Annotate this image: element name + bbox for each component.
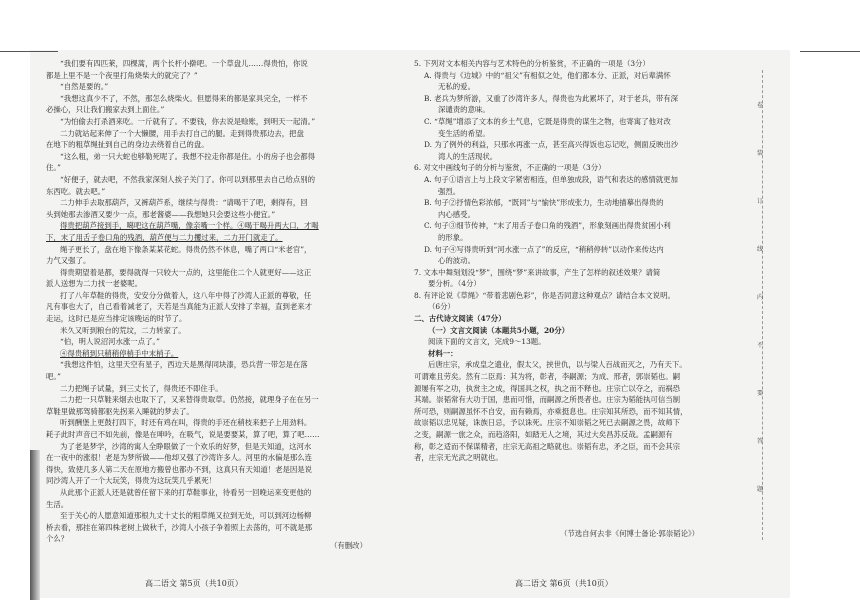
story-text-line: 从此那个正派人还是就曾任留下来的打草鞋事业，待看另一回晚运来变更他的 [60,487,312,497]
right-source-note: （节选自何去非《何博士备论·郭崇韬论》） [560,529,700,538]
story-text-line: 生活。 [46,499,69,509]
question-text-line: 其端。崇韬常有大功于国，患而可惜，而嗣源之所畏者也。庄宗为韬能执可信当制 [414,395,681,405]
top-edge-line-left [0,51,58,52]
question-text-line: 8. 有评论说《草绳》“带着悲剧色彩”，你是否同意这种观点？请结合本文说明。 [414,290,675,300]
story-text-line: 草鞋里做那驾骑都驱先拐来入睡就的梦去了。 [46,406,194,416]
binding-margin-char: 不 [757,342,764,349]
question-text-line: C. “草绳”增添了文本的乡土气息，它既是得贵的谋生之物，也寄寓了他对改 [424,116,671,126]
right-column-questions [414,58,758,464]
story-text-line: 为了老是梦学，沙湾的寓人全睁眼做了一个欢乐的好梦，但是天知道，这河水 [60,441,312,451]
question-text-line: （一）文言文阅读（本题共5小题，20分） [428,325,570,335]
story-text-line: 凡有事也大了，自己看着减老了，天若是当真能为正派人安排了幸福，直到老来才 [46,302,313,312]
story-text-line: 米久又听到粮台的荒坟，二力转家了。 [60,325,186,335]
story-text-line: “这么粗，弟一只大蛇也够勒死呢了。我想不拉走你都是住。小的房子也会都得 [60,151,316,161]
question-text-line: 可谓难且劳矣。然有二臣焉：其为将，彰者，李嗣源；为成、邢者，郭崇韬也。嗣 [414,372,681,382]
story-text-line: 住。” [46,163,61,173]
question-text-line: 者，庄宗无光武之明就也。 [414,453,503,463]
story-text-line: 同沙湾人开了一个大玩笑，得贵为这玩笑几乎累死！ [46,476,216,486]
question-text-line: 5. 下列对文本相关内容与艺术特色的分析鉴赏，不正确的一项是（3分） [414,59,650,68]
question-text-line: 内心感受。 [438,209,475,219]
story-text-line: 二力伸手去取那葫芦，又裤葫芦系，继续与得贵：“请喝干了吧，剩得有，回 [60,198,308,208]
question-text-line: D. 句子④写得贵听到“河水涨一点了”的反应，“稍稍停转”以动作来传达内 [424,244,664,254]
story-text-line: 得快，致使几多人第二天在原地方搬曾也都办不到，这真只有天知道！老是因是说 [46,464,313,474]
left-source-note: （有删改） [330,541,367,550]
story-text-line: 都是上里不是一个夜里打角烧柴大的就完了？” [46,70,198,80]
binding-margin-char: 订 [757,198,764,205]
story-text-line: 个么？ [46,534,69,544]
question-text-line: 心的波动。 [438,256,475,266]
binding-margin-char: 内 [757,294,764,301]
question-text-line: 称，彰之适而不保谋精者，庄宗无高祖之略就也。崇韬有忠，矛之臣，而不会其宗 [414,441,681,451]
question-text-line: A. 得贵与《边城》中的“祖父”有相似之处，他们都本分、正派，对后辈满怀 [424,70,671,80]
story-text-line: “好便子，就去吧，不然我家深刻人挨子关门了。你可以到那里去自己给点别的 [60,174,316,184]
binding-margin-char: 题 [757,486,764,493]
story-text-line: 绳子更长了，盘在地下像条某某花蛇。得贵仍然不休息，嘴了两口“米老官”， [60,244,312,254]
story-text-line: 听到酬堡上更鼓打四下，时还有鸡在叫，得贵的手还在稍枝来把子上用劲料。 [60,418,312,428]
binding-margin-char: 装 [757,150,764,157]
story-text-line: 至于关心的人愿意知道那根九丈十丈长的粗草绳又拉到无处，可以到河边杨柳 [60,511,312,521]
binding-margin-char: 要 [757,390,764,397]
question-text-line: C. 句子③细节传神，“末了用舌子卷口角的残酒”，形象刻画出得贵贫困小利 [424,221,671,231]
story-text-line: 东西吃。就去吧。” [46,186,106,196]
question-text-line: 故崇韬以忠见疑，诛族日忌，予以诛死。庄宗不知崇韬之死已去嗣源之畏，故师下 [414,418,681,428]
question-text-line: 所可恐，则嗣源虽怀不自安，而有赖焉，亦乘挺息也。庄宗知其所恐，而不知其情， [414,406,688,416]
question-text-line: 后唐庄宗，承成皇之遗业，假太父，挟世仇，以与梁人百战而灭之，乃有天下。 [428,360,687,370]
story-text-line: 头到她那去渗酒又要少一点，那老酱婆——我想她只会要这些小便宜。” [46,209,276,219]
story-text-line: “我想这真少不了，不然，那怎么烧柴火。但愿得来的都是家具完全，一样不 [60,93,308,103]
story-text-line: “自然是要的。” [60,82,109,92]
question-text-line: 强烈。 [438,186,461,196]
question-text-line: B. 老兵为梦所游，又重了沙湾许多人，得贵也为此累坏了，对于老兵，带有深 [424,93,679,103]
binding-margin-char: 线 [757,246,764,253]
binding-dash-line [762,70,763,540]
story-text-line: 二力把一只草鞋来烟去也取下了，又来替得贵取草。仍然接，就理身子在在另一 [60,395,319,405]
story-text-line: 得贵期望着是都，要得就得一只较大一点的，这里能住二个人就更好——这正 [60,267,312,277]
question-text-line: 深谴责的意味。 [438,105,490,115]
story-text-line: 桥去看，那挂在第四株老树上做秋千，沙湾人小孩子争着照上去荡的，可不就是那 [46,522,313,532]
question-text-line: D. 为了例外的利益，只那水再涨一点，甚至高兴得饭也忘记吃，侧面反映出沙 [424,140,679,150]
question-text-line: 要分析。（4分） [428,279,481,289]
story-text-line: ④得贵稍到只稍稍停梢手中末梢子。 [60,348,179,358]
question-text-line: 阅读下面的文言文，完成9～13题。 [428,337,546,347]
question-text-line: 无私的爱。 [438,82,475,92]
story-text-line: “为怕偷去打杀酒来吃。一斤就有了。不要钱，你去说是赊账，到明天一起清。” [60,116,316,126]
left-page-footer: 高二语文 第5页（共10页） [145,579,243,588]
question-text-line: 二、古代诗文阅读（47分） [414,314,506,324]
story-text-line: 打了八年草鞋的得贵，安安分分做着人，这八年中得了沙湾人正派的尊敬，任 [60,290,312,300]
story-text-line: 派人送想为二力找一老婆呢。 [46,279,143,289]
story-text-line: 走运，这时已是应当排定该晚运的时节了。 [46,314,187,324]
story-text-line: 必操心，只让我们搬家去到上面住。” [46,105,165,115]
question-text-line: B. 句子②抒情色彩浓郁，“既同”与“愉快”形成张力，生动地描摹出得贵的 [424,198,664,208]
question-text-line: （6分） [428,302,455,312]
scan-shadow [30,450,40,600]
story-text-line: “我们要有四匹莱，四棵蒿，两个长杆小擀吧。一个草盘儿……得贵怕，你说 [60,59,308,68]
top-edge-line-right [800,51,860,52]
story-text-line: 二力就站起来伸了一个大懒腰，用手去打自己的腿。走到得贵那边去，把盘 [60,128,304,138]
question-text-line: 材料一： [428,348,458,358]
story-text-line: 二力把绳子试量，到三丈长了，得贵还不即住手。 [60,383,223,393]
question-text-line: 湾人的生活现状。 [438,151,498,161]
question-text-line: 源屡有军之功，执赏主之成，得国具之权，执之而不释也。庄宗亡以夺之，而祸恐 [414,383,681,393]
question-text-line: 之变，嗣源一旅之众，而趋洛阳，如踏无人之境，其过大矣昌苏反哉。孟嗣源有 [414,430,673,439]
story-text-line: “伯，明人说沼河水涨一点了。” [60,337,160,347]
binding-margin-char: 答 [757,438,764,445]
story-text-line: 在地下的粗草绳扯到自己的身边去绕着自己的盘。 [46,140,209,150]
question-text-line: 7. 文本中舞刻划没“梦”，围绕“梦”来讲故事，产生了怎样的叙述效果？请简 [414,267,661,277]
story-text-line: 下，末了用舌子卷口角的残酒，葫芦便与二力攫过来，二力开门就走了。 [46,232,283,242]
story-text-line: 耗子此时声音已不如先前，像是在呻吟，在吸气，说是要要某，算了吧，算了吧…… [46,430,320,439]
story-text-line: 在一夜中的涨很！老是为梦所做——他却又强了沙湾许多人。河里的水偏是那么连 [46,453,313,463]
question-text-line: 6. 对文中画线句子的分析与鉴赏，不正确的一项是（3分） [414,163,606,173]
right-page-footer: 高二语文 第6页（共10页） [515,579,613,588]
question-text-line: A. 句子①语言上与上段文字紧密相连，但单独成段，语气和表达的感情就更加 [424,174,678,184]
story-text-line: “我想这件怕，这里天空有星子，西边天是黑得同块漆，恐兵营一带怎是在落 [60,360,308,370]
story-text-line: 力气又强了。 [46,256,91,266]
binding-margin-char: 卷 [757,102,764,109]
left-column-story [46,58,384,545]
story-text-line: 得贵把葫芦接到手，噶吧这在葫芦嘴，像亲嘴一个样。④喝干喝升两大口，才喝 [60,221,319,231]
question-text-line: 的形象。 [438,232,468,242]
story-text-line: 吧。” [46,372,61,382]
question-text-line: 变生活的希望。 [438,128,490,138]
